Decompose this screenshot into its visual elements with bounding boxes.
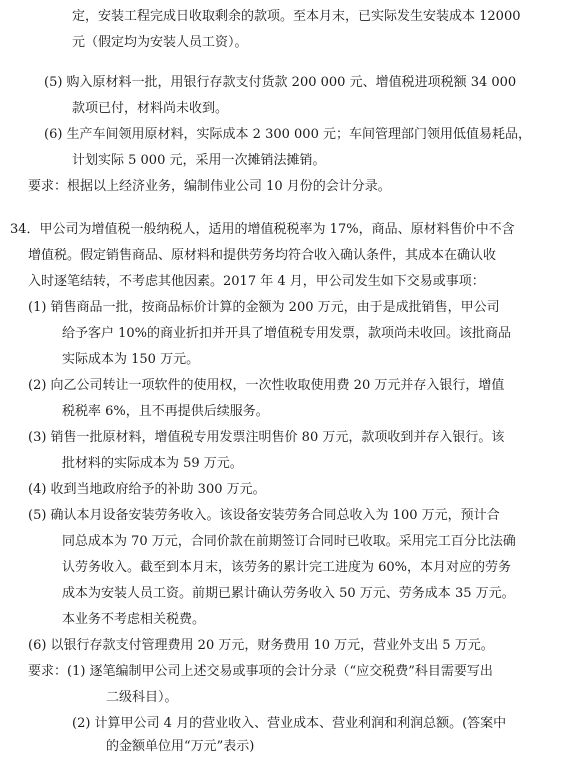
text-line-16: (3) 销售一批原材料，增值税专用发票注明售价 80 万元，款项收到并存入银行。该 bbox=[28, 430, 505, 445]
text-line-1: 定，安装工程完成日收取剩余的款项。至本月末，已实际发生安装成本 12000 bbox=[72, 9, 521, 24]
text-line-6: 计划实际 5 000 元，采用一次摊销法摊销。 bbox=[72, 153, 326, 168]
text-line-25: 要求：(1) 逐笔编制甲公司上述交易或事项的会计分录（“应交税费”科目需要写出 bbox=[28, 664, 493, 679]
text-line-20: 同总成本为 70 万元，合同价款在前期签订合同时已收取。采用完工百分比法确 bbox=[62, 534, 516, 549]
text-line-7: 要求：根据以上经济业务，编制伟业公司 10 月份的会计分录。 bbox=[28, 179, 391, 194]
text-line-22: 成本为安装人员工资。前期已累计确认劳务收入 50 万元、劳务成本 35 万元。 bbox=[62, 586, 515, 601]
text-line-18: (4) 收到当地政府给予的补助 300 万元。 bbox=[28, 482, 266, 497]
text-line-27: (2) 计算甲公司 4 月的营业收入、营业成本、营业利润和利润总额。(答案中 bbox=[72, 716, 507, 731]
text-line-8: 34．甲公司为增值税一般纳税人，适用的增值税税率为 17%，商品、原材料售价中不含 bbox=[10, 222, 515, 237]
text-line-5: (6) 生产车间领用原材料，实际成本 2 300 000 元；车间管理部门领用低值易耗品， bbox=[44, 127, 531, 142]
text-line-9: 增值税。假定销售商品、原材料和提供劳务均符合收入确认条件，其成本在确认收 bbox=[28, 248, 497, 263]
text-line-3: (5) 购入原材料一批，用银行存款支付货款 200 000 元、增值税进项税额 34 000 bbox=[44, 75, 517, 90]
text-line-19: (5) 确认本月设备安装劳务收入。该设备安装劳务合同总收入为 100 万元，预计合 bbox=[28, 508, 500, 523]
text-line-2: 元（假定均为安装人员工资）。 bbox=[72, 35, 248, 50]
text-line-26: 二级科目）。 bbox=[106, 690, 178, 705]
text-line-12: 给予客户 10%的商业折扣并开具了增值税专用发票，款项尚未收回。该批商品 bbox=[62, 326, 512, 341]
text-line-15: 税税率 6%，且不再提供后续服务。 bbox=[62, 404, 269, 419]
text-line-11: (1) 销售商品一批，按商品标价计算的金额为 200 万元，由于是成批销售，甲公司 bbox=[28, 300, 500, 315]
text-line-28: 的金额单位用“万元”表示) bbox=[106, 739, 255, 754]
text-line-13: 实际成本为 150 万元。 bbox=[62, 352, 200, 367]
text-line-17: 批材料的实际成本为 59 万元。 bbox=[62, 456, 243, 471]
text-line-4: 款项已付，材料尚未收到。 bbox=[72, 101, 229, 116]
text-line-23: 本业务不考虑相关税费。 bbox=[62, 612, 206, 627]
text-line-24: (6) 以银行存款支付管理费用 20 万元，财务费用 10 万元，营业外支出 5 万元。 bbox=[28, 638, 494, 653]
text-line-21: 认劳务收入。截至到本月末，该劳务的累计完工进度为 60%，本月对应的劳务 bbox=[62, 560, 512, 575]
text-line-10: 入时逐笔结转，不考虑其他因素。2017 年 4 月，甲公司发生如下交易或事项： bbox=[28, 274, 485, 289]
text-line-14: (2) 向乙公司转让一项软件的使用权，一次性收取使用费 20 万元并存入银行，增值 bbox=[28, 378, 505, 393]
